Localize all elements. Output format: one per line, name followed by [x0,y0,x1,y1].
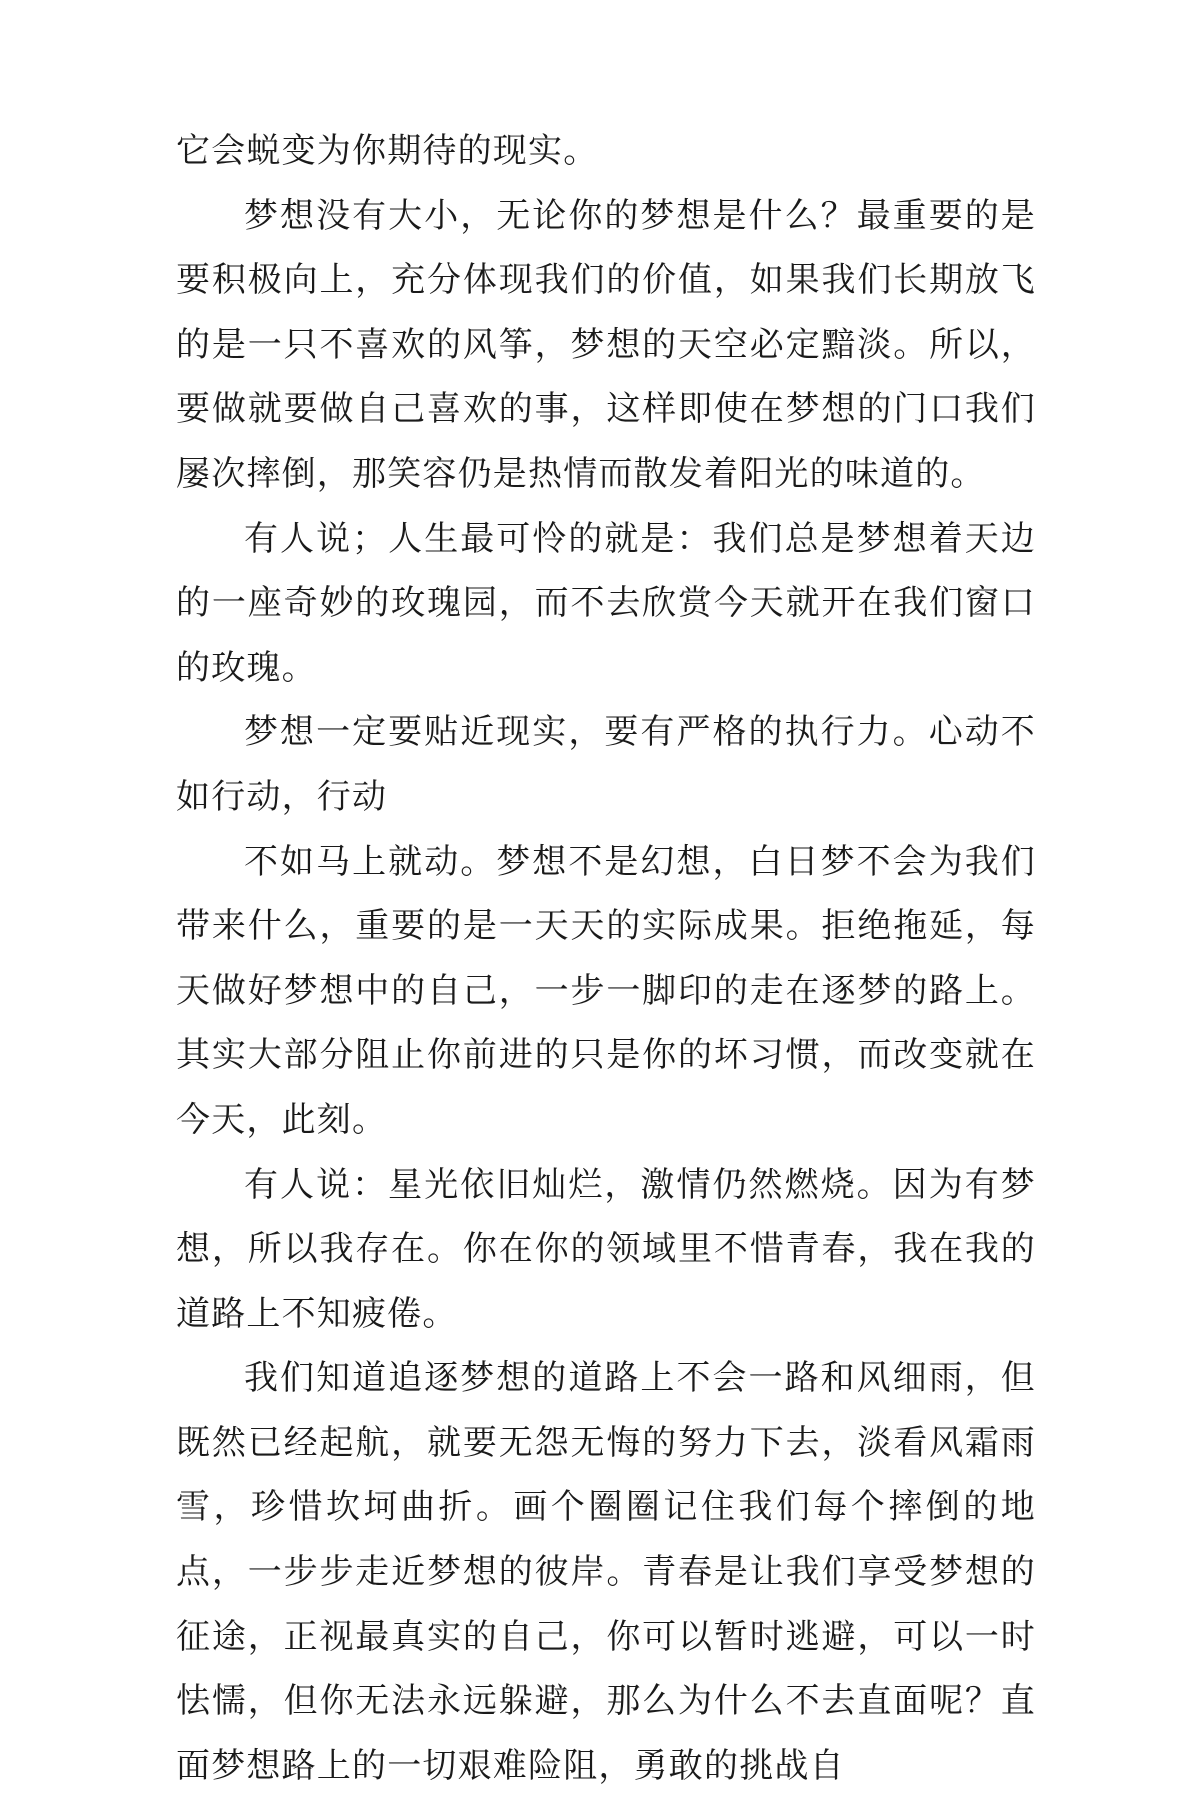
document-body [176,119,1036,1798]
paragraph-1: 它会蜕变为你期待的现实。 [176,131,599,171]
paragraph-3: 有人说；人生最可怜的就是：我们总是梦想着天边的一座奇妙的玫瑰园，而不去欣赏今天就开在我们窗口的玫瑰。 [176,518,1036,688]
paragraph-2: 梦想没有大小，无论你的梦想是什么？最重要的是要积极向上，充分体现我们的价值，如果我们长期放飞的是一只不喜欢的风筝，梦想的天空必定黯淡。所以，要做就要做自己喜欢的事，这样即使在梦想的门口我们屡次摔倒，那笑容仍是热情而散发着阳光的味道的。 [176,195,1036,494]
paragraph-5: 不如马上就动。梦想不是幻想，白日梦不会为我们带来什么，重要的是一天天的实际成果。拒绝拖延，每天做好梦想中的自己，一步一脚印的走在逐梦的路上。其实大部分阻止你前进的只是你的坏习惯，而改变就在今天，此刻。 [176,841,1036,1140]
paragraph-4: 梦想一定要贴近现实，要有严格的执行力。心动不如行动，行动 [176,712,1036,817]
paragraph-6: 有人说：星光依旧灿烂，激情仍然燃烧。因为有梦想，所以我存在。你在你的领域里不惜青春，我在我的道路上不知疲倦。 [176,1164,1036,1334]
paragraph-7: 我们知道追逐梦想的道路上不会一路和风细雨，但既然已经起航，就要无怨无悔的努力下去，淡看风霜雨雪，珍惜坎坷曲折。画个圈圈记住我们每个摔倒的地点，一步步走近梦想的彼岸。青春是让我们享受梦想的征途，正视最真实的自己，你可以暂时逃避，可以一时怯懦，但你无法永远躲避，那么为什么不去直面呢？直面梦想路上的一切艰难险阻，勇敢的挑战自 [176,1358,1036,1786]
